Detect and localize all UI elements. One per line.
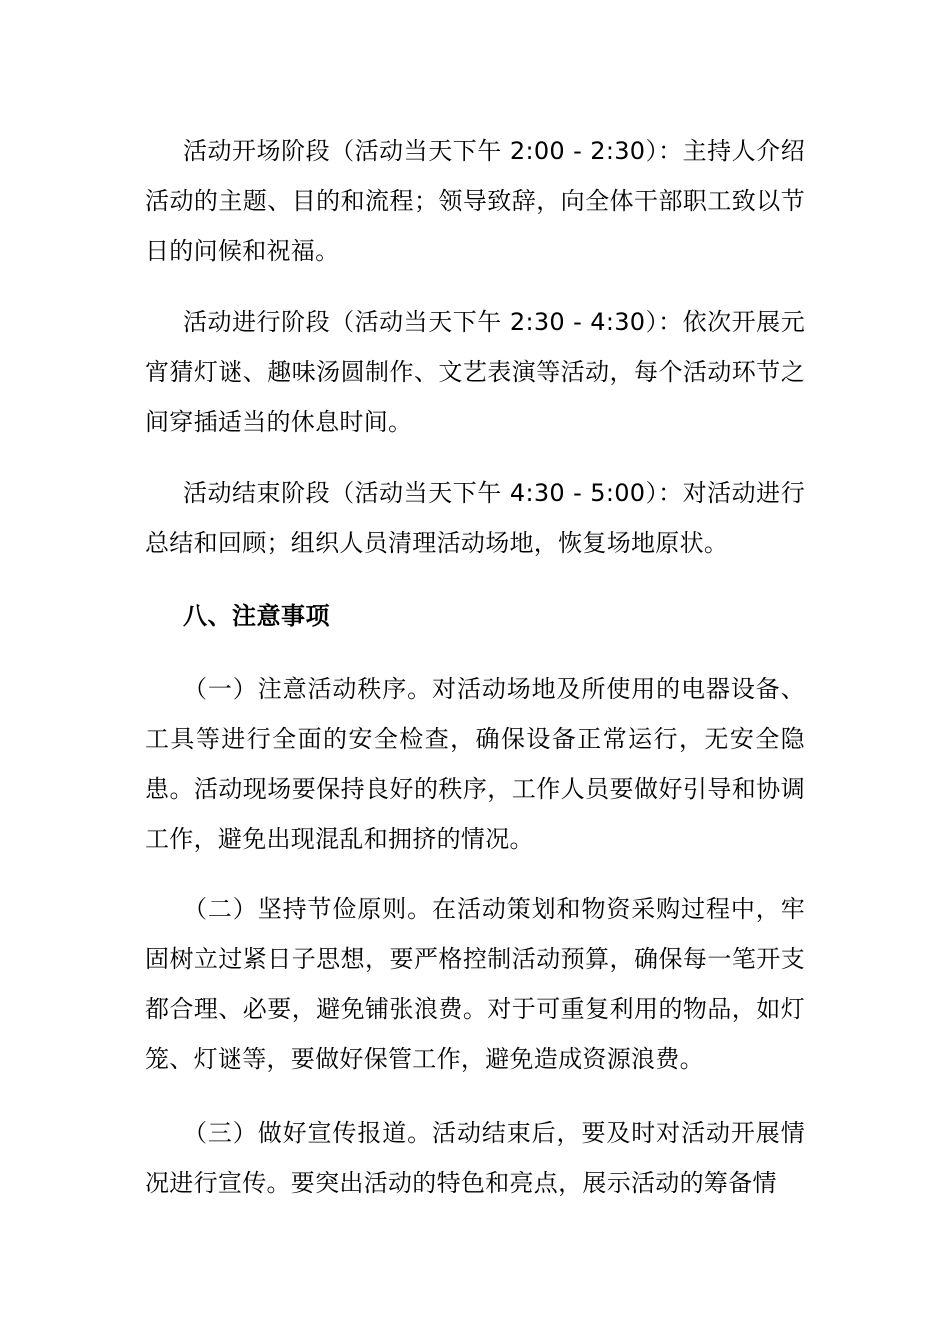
paragraph-ongoing-stage: 活动进行阶段（活动当天下午 2:30 - 4:30）：依次开展元宵猜灯谜、趣味汤圆制作、文艺表演等活动，每个活动环节之间穿插适当的休息时间。 — [145, 308, 805, 436]
section-heading-notes: 八、注意事项 — [183, 602, 330, 630]
paragraph-note-thrift: （二）坚持节俭原则。在活动策划和物资采购过程中，牢固树立过紧日子思想，要严格控制活动预算，确保每一笔开支都合理、必要，避免铺张浪费。对于可重复利用的物品，如灯笼、灯谜等，要做好保管工作，避免造成资源浪费。 — [145, 895, 805, 1073]
paragraph-note-publicity: （三）做好宣传报道。活动结束后，要及时对活动开展情况进行宣传。要突出活动的特色和亮点，展示活动的筹备情 — [145, 1119, 805, 1197]
paragraph-closing-stage: 活动结束阶段（活动当天下午 4:30 - 5:00）：对活动进行总结和回顾；组织人员清理活动场地，恢复场地原状。 — [145, 479, 805, 557]
paragraph-opening-stage: 活动开场阶段（活动当天下午 2:00 - 2:30）：主持人介绍活动的主题、目的和流程；领导致辞，向全体干部职工致以节日的问候和祝福。 — [145, 137, 805, 265]
paragraph-note-order: （一）注意活动秩序。对活动场地及所使用的电器设备、工具等进行全面的安全检查，确保设备正常运行，无安全隐患。活动现场要保持良好的秩序，工作人员要做好引导和协调工作，避免出现混乱和拥挤的情况。 — [145, 675, 805, 853]
